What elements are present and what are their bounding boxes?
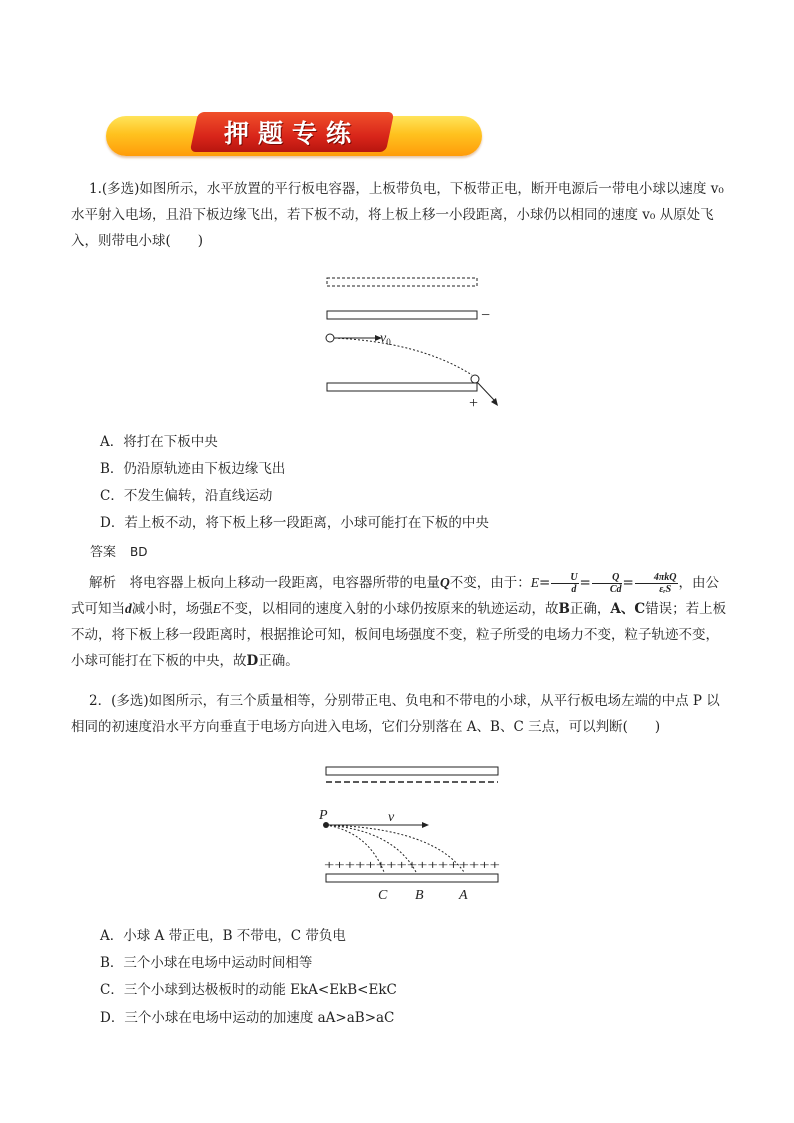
fraction-4pikq-over-es: $\frac{\text{4πkQ}}{\text{εᵣS}}$ <box>635 572 678 595</box>
q1-option-a: A．将打在下板中央 <box>100 434 218 450</box>
banner-title: 押题专练 <box>223 119 360 148</box>
q2-c-label: C <box>378 888 388 902</box>
q1-explanation: 解析 将电容器上板向上移动一段距离，电容器所带的电量Q不变，由于：E= $\frac{U}{d}$ = $\frac{Q}{Cd}$ = $\frac{\text{4πkQ}}{\text{εᵣS}}$ ，由公式可知当d减小时，场强E不变，以相同的速度入射的小球仍按原来的轨迹运动，故B正确，A、C错误；若上板不动，将下板上移一段距离时，根据推论可知，板间电场强度不变，粒子所受的电场力不变，粒子轨迹不变，小球可能打在下板的中央，故D正确。 <box>71 572 727 669</box>
q1-figure <box>320 272 510 412</box>
q2-p-label: P <box>319 808 328 823</box>
q2-positive-charge-row: +++++++++++++++++ <box>324 857 500 872</box>
q2-option-d: D．三个小球在电场中运动的加速度 aA>aB>aC <box>100 1010 395 1026</box>
q1-ball-end <box>471 375 479 383</box>
q2-a-label: A <box>459 888 468 902</box>
q1-minus-label: − <box>481 307 491 324</box>
q1-option-c: C．不发生偏转，沿直线运动 <box>100 488 273 504</box>
q1-trajectory <box>334 338 472 375</box>
q2-b-label: B <box>415 888 424 902</box>
q1-v0-label: $v_0$ <box>380 331 391 347</box>
answer-label: 答案 <box>90 545 117 560</box>
q1-answer <box>90 542 148 563</box>
q1-option-b: B．仍沿原轨迹由下板边缘飞出 <box>100 461 286 477</box>
fraction-q-over-cd: $\frac{Q}{Cd}$ <box>592 572 622 595</box>
q2-option-a: A．小球 A 带正电，B 不带电，C 带负电 <box>100 928 346 944</box>
fraction-u-over-d: $\frac{U}{d}$ <box>551 572 578 595</box>
section-banner <box>106 110 482 158</box>
q1-ball-start <box>326 334 334 342</box>
q2-stem: 2．(多选)如图所示，有三个质量相等，分别带正电、负电和不带电的小球，从平行板电场左端的中点 P 以相同的初速度沿水平方向垂直于电场方向进入电场，它们分别落在 A、B、C 三点，可以判断( ) <box>71 693 720 735</box>
q1-lower-plate <box>327 383 477 391</box>
answer-value: BD <box>130 545 148 559</box>
q1-option-d: D．若上板不动，将下板上移一段距离，小球可能打在下板的中央 <box>100 515 489 531</box>
q2-option-b: B．三个小球在电场中运动时间相等 <box>100 955 313 971</box>
q1-stem: 1.(多选)如图所示，水平放置的平行板电容器，上板带负电，下板带正电，断开电源后一带电小球以速度 v₀ 水平射入电场，且沿下板边缘飞出，若下板不动，将上板上移一小段距离，小球仍以相同的速度 v₀ 从原处飞入，则带电小球( ) <box>71 181 724 249</box>
q2-v-label: v <box>388 810 395 825</box>
q1-upper-plate-moved <box>327 278 477 286</box>
q1-upper-plate <box>327 311 477 319</box>
q1-plus-label: + <box>469 395 479 412</box>
q2-lower-plate <box>326 874 498 882</box>
q2-upper-plate <box>326 767 498 775</box>
q2-figure <box>318 762 508 902</box>
q2-option-c: C．三个小球到达极板时的动能 EkA<EkB<EkC <box>100 982 397 998</box>
